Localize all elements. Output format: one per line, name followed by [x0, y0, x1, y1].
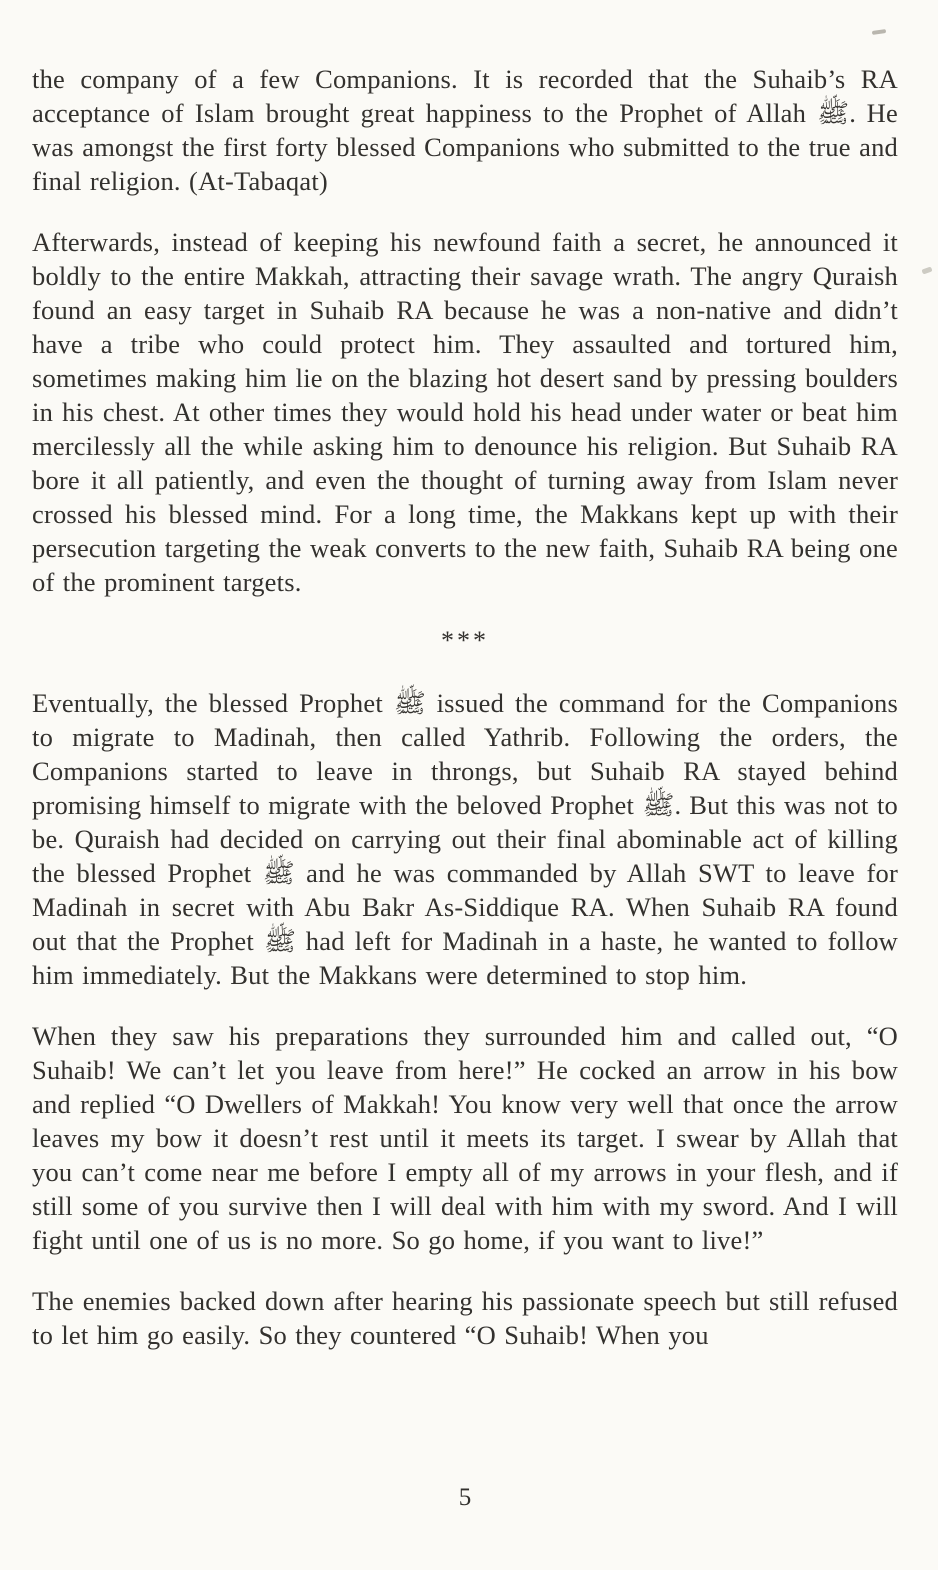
body-paragraph: the company of a few Companions. It is recorded that the Suhaib’s RA acceptance of Islam brought great happiness to the Prophet of Allah ﷺ. He was amongst the first forty blessed Companions who submitted to the true and final religion. (At-Tabaqat): [32, 64, 898, 196]
page-body-text: [32, 62, 898, 1379]
scan-artifact-mark: [872, 29, 886, 35]
body-paragraph: The enemies backed down after hearing his passionate speech but still refused to let him go easily. So they countered “O Suhaib! When you: [32, 1286, 898, 1350]
page-number: 5: [458, 1484, 472, 1511]
body-paragraph: Eventually, the blessed Prophet ﷺ issued the command for the Companions to migrate to Madinah, then called Yathrib. Following the orders, the Companions started to leave in throngs, but Suhaib RA stayed behind promising himself to migrate with the beloved Prophet ﷺ. But this was not to be. Quraish had decided on carrying out their final abominable act of killing the blessed Prophet ﷺ and he was commanded by Allah SWT to leave for Madinah in secret with Abu Bakr As-Siddique RA. When Suhaib RA found out that the Prophet ﷺ had left for Madinah in a haste, he wanted to follow him immediately. But the Makkans were determined to stop him.: [32, 688, 898, 990]
body-paragraph: Afterwards, instead of keeping his newfound faith a secret, he announced it boldly to the entire Makkah, attracting their savage wrath. The angry Quraish found an easy target in Suhaib RA because he was a non-native and didn’t have a tribe who could protect him. They assaulted and tortured him, sometimes making him lie on the blazing hot desert sand by pressing boulders in his chest. At other times they would hold his head under water or beat him mercilessly all the while asking him to denounce his religion. But Suhaib RA bore it all patiently, and even the thought of turning away from Islam never crossed his blessed mind. For a long time, the Makkans kept up with their persecution targeting the weak converts to the new faith, Suhaib RA being one of the prominent targets.: [32, 227, 898, 597]
scan-artifact-mark: [921, 266, 932, 274]
body-paragraph: When they saw his preparations they surrounded him and called out, “O Suhaib! We can’t let you leave from here!” He cocked an arrow in his bow and replied “O Dwellers of Makkah! You know very well that once the arrow leaves my bow it doesn’t rest until it meets its target. I swear by Allah that you can’t come near me before I empty all of my arrows in your flesh, and if still some of you survive then I will deal with him with my sword. And I will fight until one of us is no more. So go home, if you want to live!”: [32, 1021, 898, 1255]
section-separator: ***: [441, 626, 489, 655]
